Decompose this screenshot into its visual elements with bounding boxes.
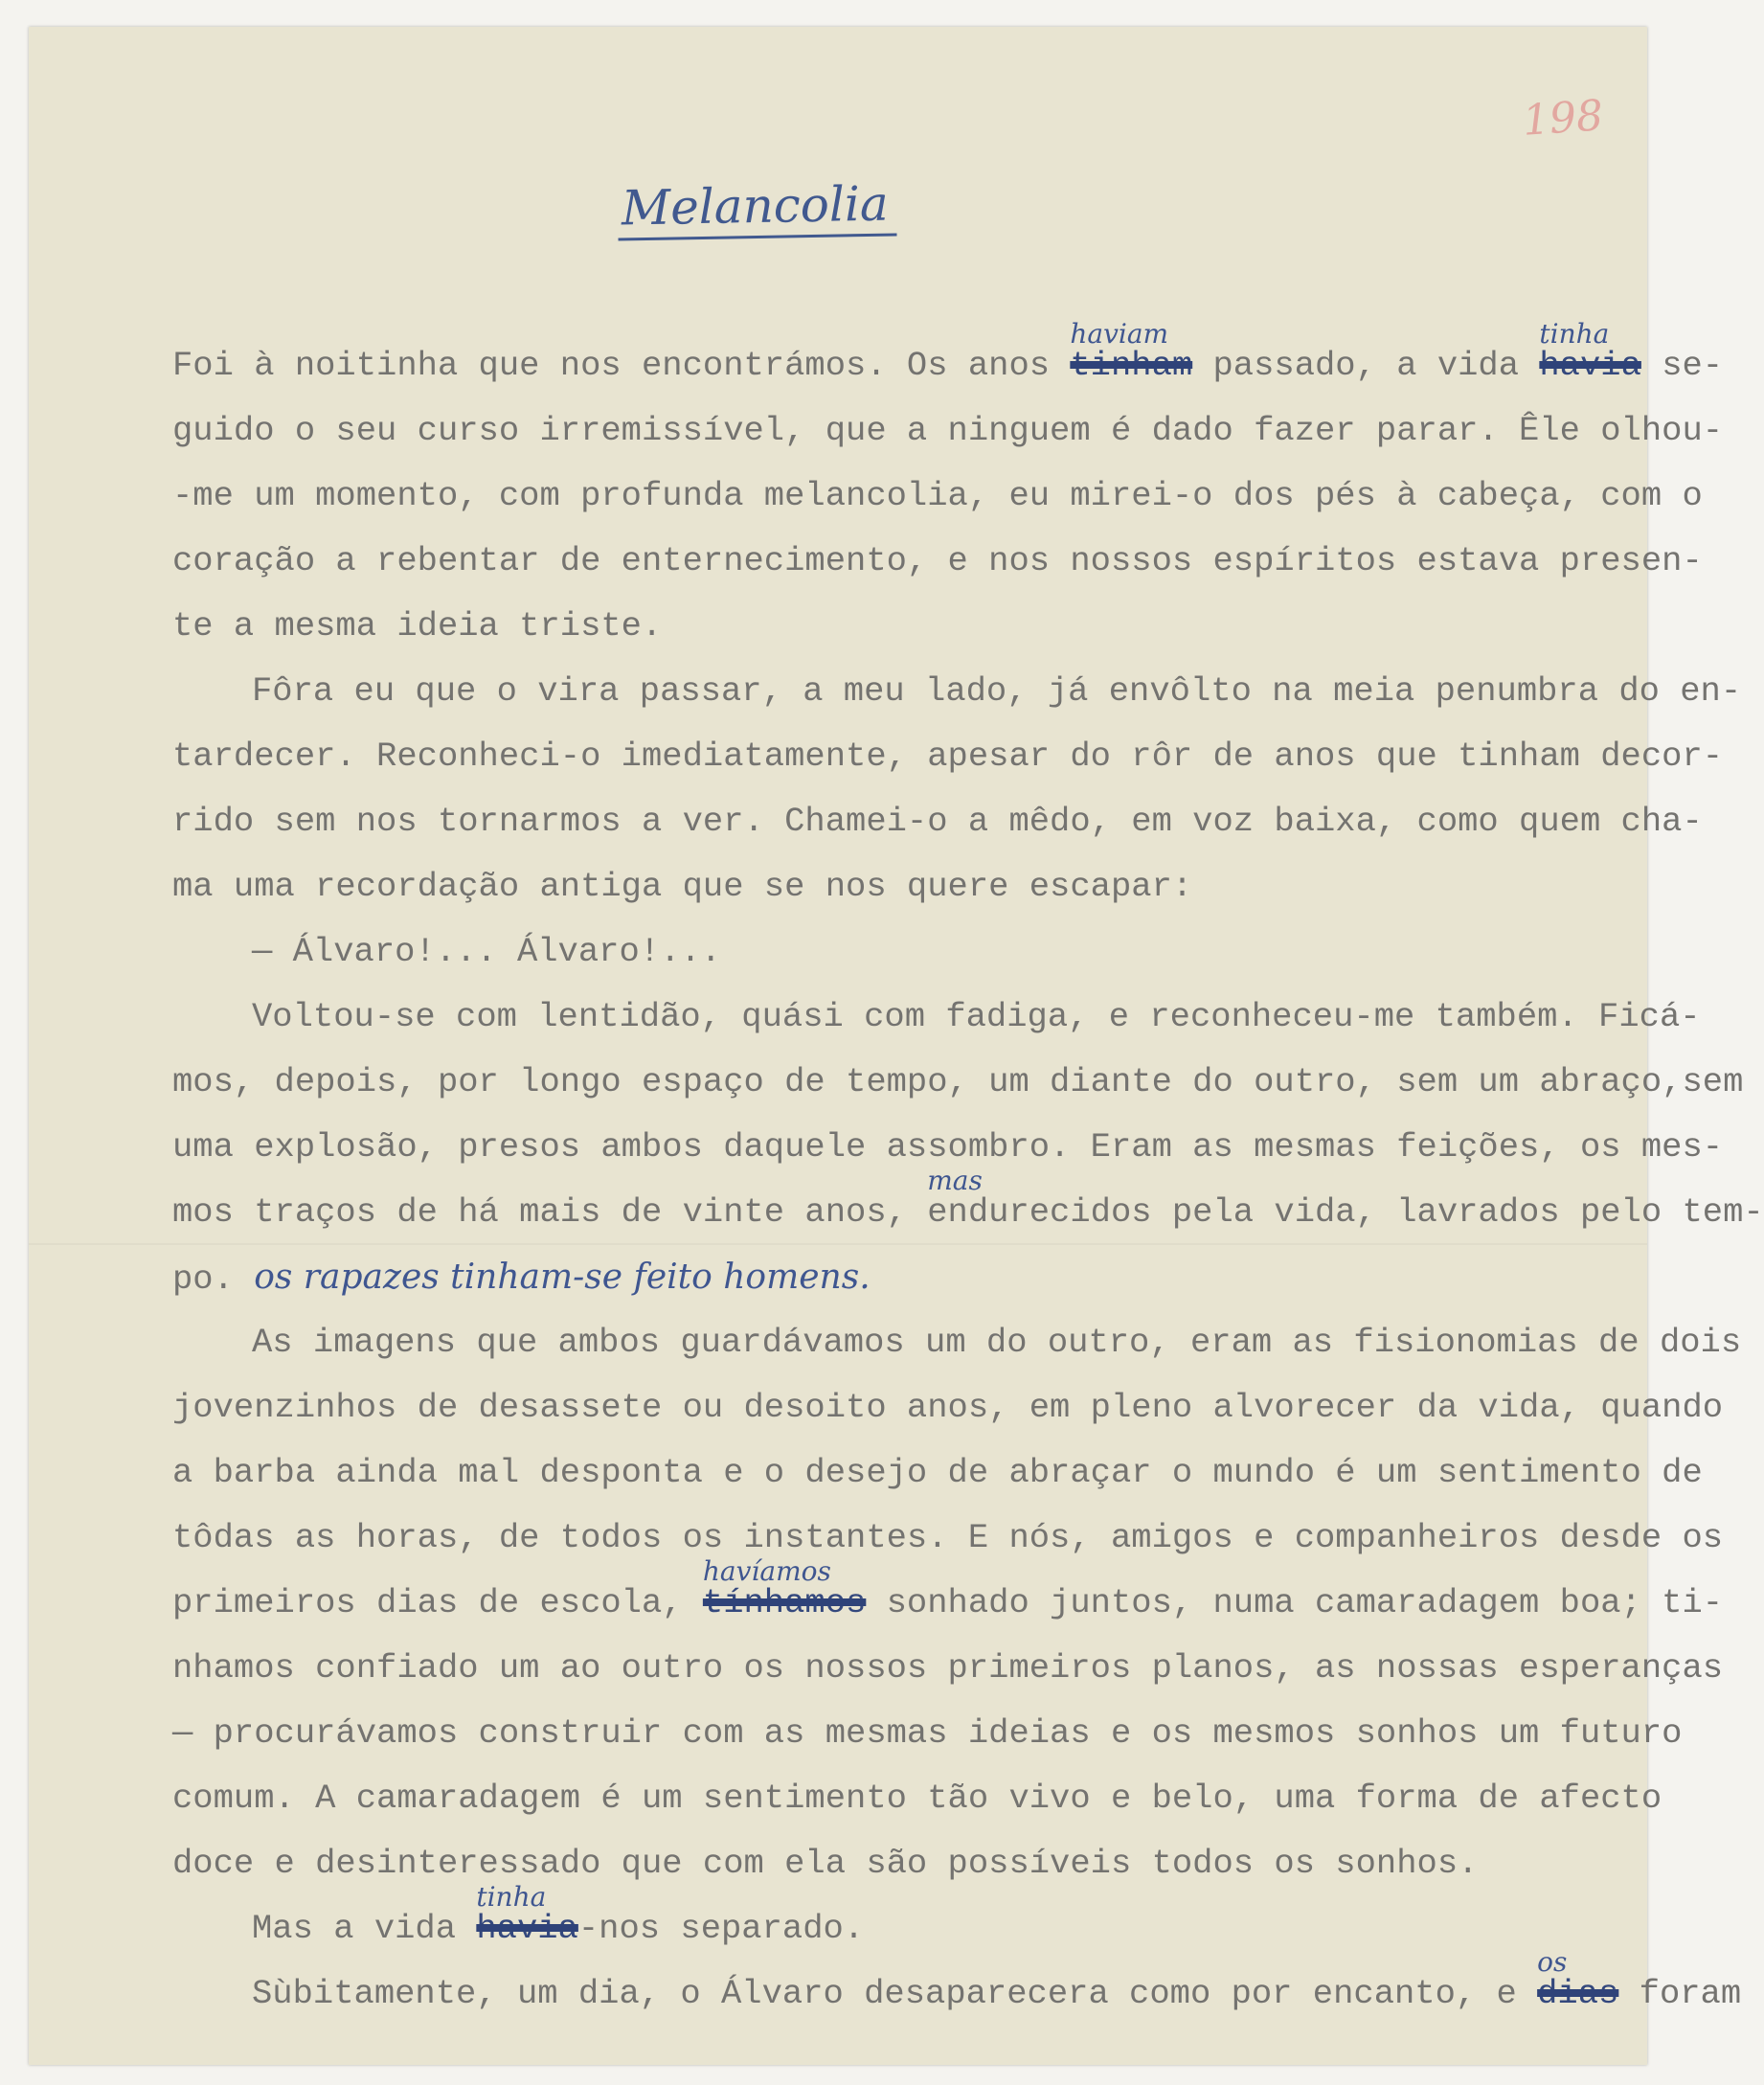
typed-text: Voltou-se com lentidão, quási com fadiga, e reconheceu-me também. Ficá- bbox=[252, 997, 1701, 1036]
text-line bbox=[172, 1648, 1724, 1688]
text-line bbox=[172, 671, 1742, 711]
typed-text: primeiros dias de escola, bbox=[172, 1583, 703, 1622]
typed-text: uma explosão, presos ambos daquele assombro. Eram as mesmas feições, os mes- bbox=[172, 1127, 1724, 1167]
text-line bbox=[172, 1453, 1703, 1492]
typed-text: As imagens que ambos guardávamos um do outro, eram as fisionomias de dois bbox=[252, 1323, 1742, 1362]
typed-text: Foi à noitinha que nos encontrámos. Os anos bbox=[172, 346, 1071, 385]
typed-text: sonhado juntos, numa camaradagem boa; ti- bbox=[866, 1583, 1724, 1622]
text-line bbox=[172, 1165, 1764, 1232]
struck-word bbox=[1539, 318, 1641, 385]
typed-text: doce e desinteressado que com ela são possíveis todos os sonhos. bbox=[172, 1844, 1479, 1883]
text-line bbox=[172, 933, 1666, 971]
handwritten-insertion: mas bbox=[927, 1165, 983, 1196]
typed-text: tôdas as horas, de todos os instantes. E nós, amigos e companheiros desde os bbox=[172, 1518, 1724, 1557]
typed-text: mos traços de há mais de vinte anos, bbox=[172, 1192, 928, 1232]
typed-text: -nos separado. bbox=[577, 1909, 865, 1948]
typed-text: a barba ainda mal desponta e o desejo de abraçar o mundo é um sentimento de bbox=[172, 1453, 1703, 1492]
struck-word-text: dias bbox=[1537, 1974, 1619, 2013]
struck-word bbox=[1537, 1946, 1619, 2013]
text-line bbox=[172, 1845, 1666, 1883]
text-line bbox=[172, 737, 1724, 776]
page-number: 198 bbox=[1521, 91, 1605, 146]
typed-text: — Álvaro!... Álvaro!... bbox=[252, 932, 721, 971]
text-line bbox=[172, 1779, 1666, 1818]
typed-text: endurecidos pela vida, lavrados pelo tem- bbox=[927, 1192, 1764, 1232]
typed-text: jovenzinhos de desassete ou desoito anos, em pleno alvorecer da vida, quando bbox=[172, 1388, 1724, 1427]
text-line bbox=[172, 476, 1703, 515]
text-line bbox=[172, 1127, 1724, 1167]
typed-text: guido o seu curso irremissível, que a ninguem é dado fazer parar. Êle olhou- bbox=[172, 411, 1724, 450]
text-line bbox=[172, 868, 1666, 906]
typed-text: Fôra eu que o vira passar, a meu lado, já envôlto na meia penumbra do en- bbox=[252, 671, 1742, 711]
text-line bbox=[172, 411, 1724, 450]
text-line bbox=[172, 997, 1701, 1036]
typed-text: te a mesma ideia triste. bbox=[172, 606, 663, 646]
struck-word-text: havia bbox=[476, 1909, 578, 1948]
typed-text: ma uma recordação antiga que se nos quere escapar: bbox=[172, 867, 1193, 906]
handwritten-insertion: os bbox=[1537, 1946, 1568, 1978]
text-line bbox=[172, 541, 1703, 580]
typed-text: comum. A camaradagem é um sentimento tão vivo e belo, uma forma de afecto bbox=[172, 1779, 1662, 1818]
struck-word bbox=[476, 1881, 578, 1948]
handwritten-title: Melancolia bbox=[617, 175, 896, 240]
text-line bbox=[172, 1062, 1744, 1101]
handwritten-insertion: tinha bbox=[476, 1881, 547, 1913]
struck-word bbox=[1070, 318, 1193, 385]
typed-text: rido sem nos tornarmos a ver. Chamei-o a mêdo, em voz baixa, como quem cha- bbox=[172, 802, 1703, 841]
text-line bbox=[172, 1323, 1742, 1362]
typed-text: foram bbox=[1618, 1974, 1742, 2013]
typed-text: se- bbox=[1640, 346, 1724, 385]
typed-text: coração a rebentar de enternecimento, e nos nossos espíritos estava presen- bbox=[172, 541, 1703, 580]
struck-word-text: havia bbox=[1539, 346, 1641, 385]
typed-text: tardecer. Reconheci-o imediatamente, apesar do rôr de anos que tinham decor- bbox=[172, 737, 1724, 776]
typed-text: Mas a vida bbox=[252, 1909, 477, 1948]
typed-text: passado, a vida bbox=[1192, 346, 1540, 385]
handwritten-insertion: tinha bbox=[1539, 318, 1610, 350]
handwritten-insertion: haviam bbox=[1070, 318, 1169, 350]
typed-text: — procurávamos construir com as mesmas ideias e os mesmos sonhos um futuro bbox=[172, 1713, 1683, 1753]
typed-text: nhamos confiado um ao outro os nossos primeiros planos, as nossas esperanças bbox=[172, 1648, 1724, 1688]
text-line bbox=[172, 318, 1724, 385]
typed-text-body bbox=[172, 318, 1764, 2013]
typed-text: po. bbox=[172, 1259, 255, 1299]
typed-text: mos, depois, por longo espaço de tempo, um diante do outro, sem um abraço,sem bbox=[172, 1062, 1744, 1101]
handwritten-addition: os rapazes tinham-se feito homens. bbox=[254, 1258, 871, 1297]
text-line bbox=[172, 1946, 1742, 2013]
struck-word-text: tinham bbox=[1070, 346, 1193, 385]
text-line bbox=[172, 1258, 1666, 1297]
text-line bbox=[172, 1518, 1724, 1557]
text-line bbox=[172, 1555, 1724, 1622]
struck-word bbox=[702, 1555, 867, 1622]
text-line bbox=[172, 1388, 1724, 1427]
text-line bbox=[172, 802, 1703, 841]
handwritten-insertion: havíamos bbox=[702, 1555, 831, 1587]
text-line bbox=[172, 1713, 1683, 1753]
typed-text: Sùbitamente, um dia, o Álvaro desaparecera como por encanto, e bbox=[252, 1974, 1538, 2013]
typed-text: -me um momento, com profunda melancolia, eu mirei-o dos pés à cabeça, com o bbox=[172, 476, 1703, 515]
struck-word-text: tínhamos bbox=[702, 1583, 867, 1622]
text-line bbox=[172, 607, 1666, 646]
text-line bbox=[172, 1881, 1666, 1948]
